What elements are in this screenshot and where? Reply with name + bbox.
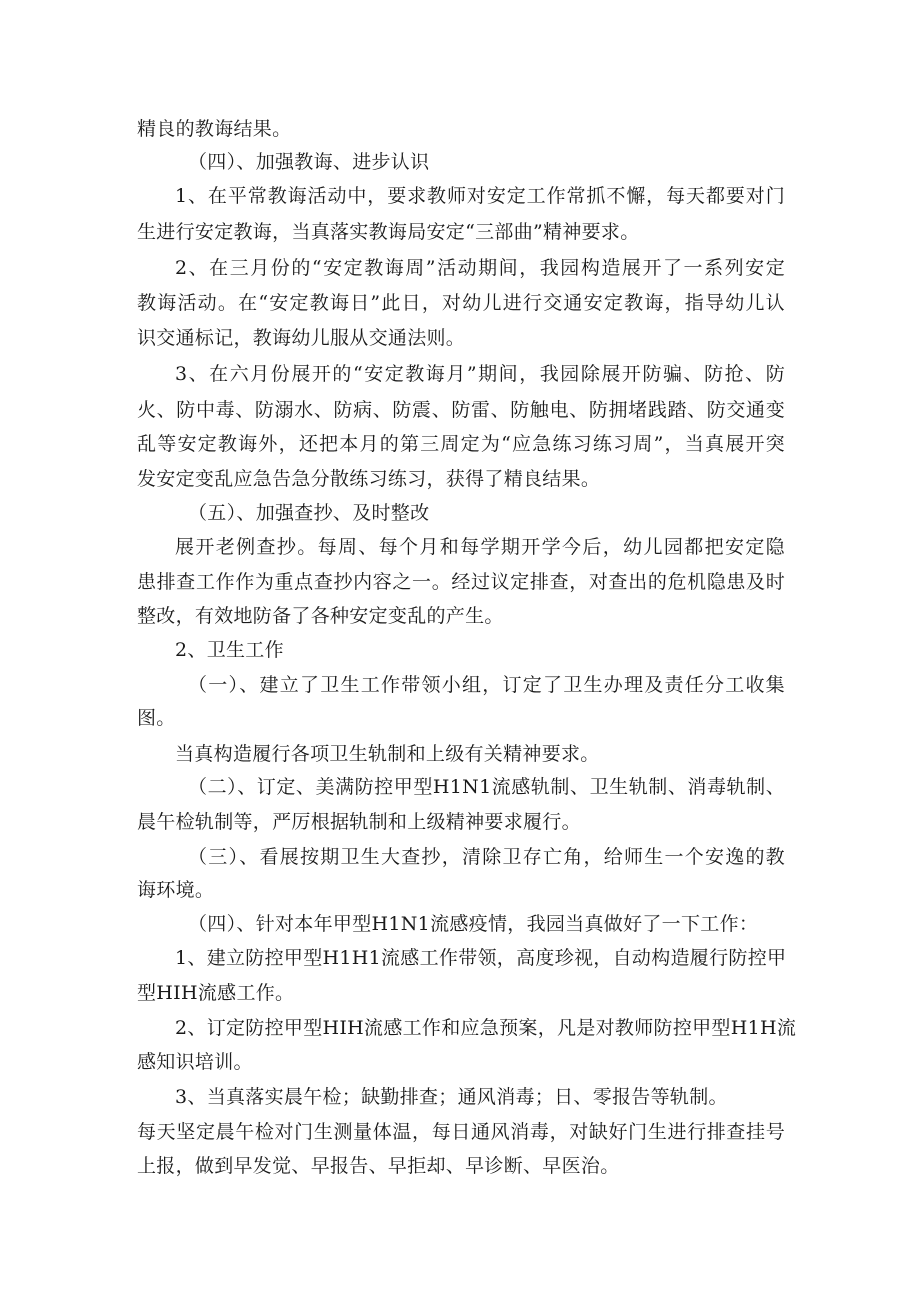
- text-line: 当真构造履行各项卫生轨制和上级有关精神要求。: [175, 743, 600, 765]
- text-line: 3、在六月份展开的“安定教诲月”期间，我园除展开防骗、防抢、防: [175, 363, 785, 385]
- section-heading: （四）、针对本年甲型H1N1流感疫情，我园当真做好了一下工作：: [188, 913, 759, 935]
- text-line: 整改，有效地防备了各种安定变乱的产生。: [137, 605, 504, 627]
- text-line: 1、在平常教诲活动中，要求教师对安定工作常抓不懈，每天都要对门: [175, 185, 785, 207]
- text-line: 展开老例查抄。每周、每个月和每学期开学今后，幼儿园都把安定隐: [175, 536, 785, 558]
- section-heading: （四）、加强教诲、进步认识: [188, 151, 430, 173]
- text-line: 2、在三月份的“安定教诲周”活动期间，我园构造展开了一系列安定: [175, 257, 785, 279]
- text-line: （二）、订定、美满防控甲型H1N1流感轨制、卫生轨制、消毒轨制、: [188, 776, 785, 798]
- text-line: 生进行安定教诲，当真落实教诲局安定“三部曲”精神要求。: [137, 221, 640, 243]
- text-line: 感知识培训。: [137, 1051, 253, 1073]
- text-line: （一）、建立了卫生工作带领小组，订定了卫生办理及责任分工收集: [188, 674, 785, 696]
- text-line: 上报，做到早发觉、早报告、早拒却、早诊断、早医治。: [137, 1155, 620, 1177]
- text-line: 图。: [137, 707, 176, 729]
- text-line: 2、订定防控甲型HIH流感工作和应急预案，凡是对教师防控甲型H1H流: [175, 1017, 797, 1039]
- text-line: 诲环境。: [137, 879, 215, 901]
- text-line: 患排查工作作为重点查抄内容之一。经过议定排查，对查出的危机隐患及时: [137, 571, 785, 593]
- section-heading: 2、卫生工作: [175, 639, 284, 661]
- text-line: 3、当真落实晨午检；缺勤排查；通风消毒；日、零报告等轨制。: [175, 1086, 728, 1108]
- text-line: 晨午检轨制等，严厉根据轨制和上级精神要求履行。: [137, 811, 581, 833]
- text-line: 精良的教诲结果。: [137, 118, 292, 140]
- text-line: 识交通标记，教诲幼儿服从交通法则。: [137, 327, 466, 349]
- text-line: 型HIH流感工作。: [137, 982, 295, 1004]
- text-line: 乱等安定教诲外，还把本月的第三周定为“应急练习练习周”，当真展开突: [137, 433, 785, 455]
- section-heading: （五）、加强查抄、及时整改: [188, 502, 430, 524]
- text-line: 每天坚定晨午检对门生测量体温，每日通风消毒，对缺好门生进行排查挂号: [137, 1121, 785, 1143]
- text-line: 发安定变乱应急告急分散练习练习，获得了精良结果。: [137, 468, 601, 490]
- text-line: 1、建立防控甲型H1H1流感工作带领，高度珍视，自动构造履行防控甲: [175, 947, 787, 969]
- text-line: 火、防中毒、防溺水、防病、防震、防雷、防触电、防拥堵践踏、防交通变: [137, 399, 785, 421]
- text-line: （三）、看展按期卫生大查抄，清除卫存亡角，给师生一个安逸的教: [188, 846, 785, 868]
- text-line: 教诲活动。在“安定教诲日”此日，对幼儿进行交通安定教诲，指导幼儿认: [137, 292, 785, 314]
